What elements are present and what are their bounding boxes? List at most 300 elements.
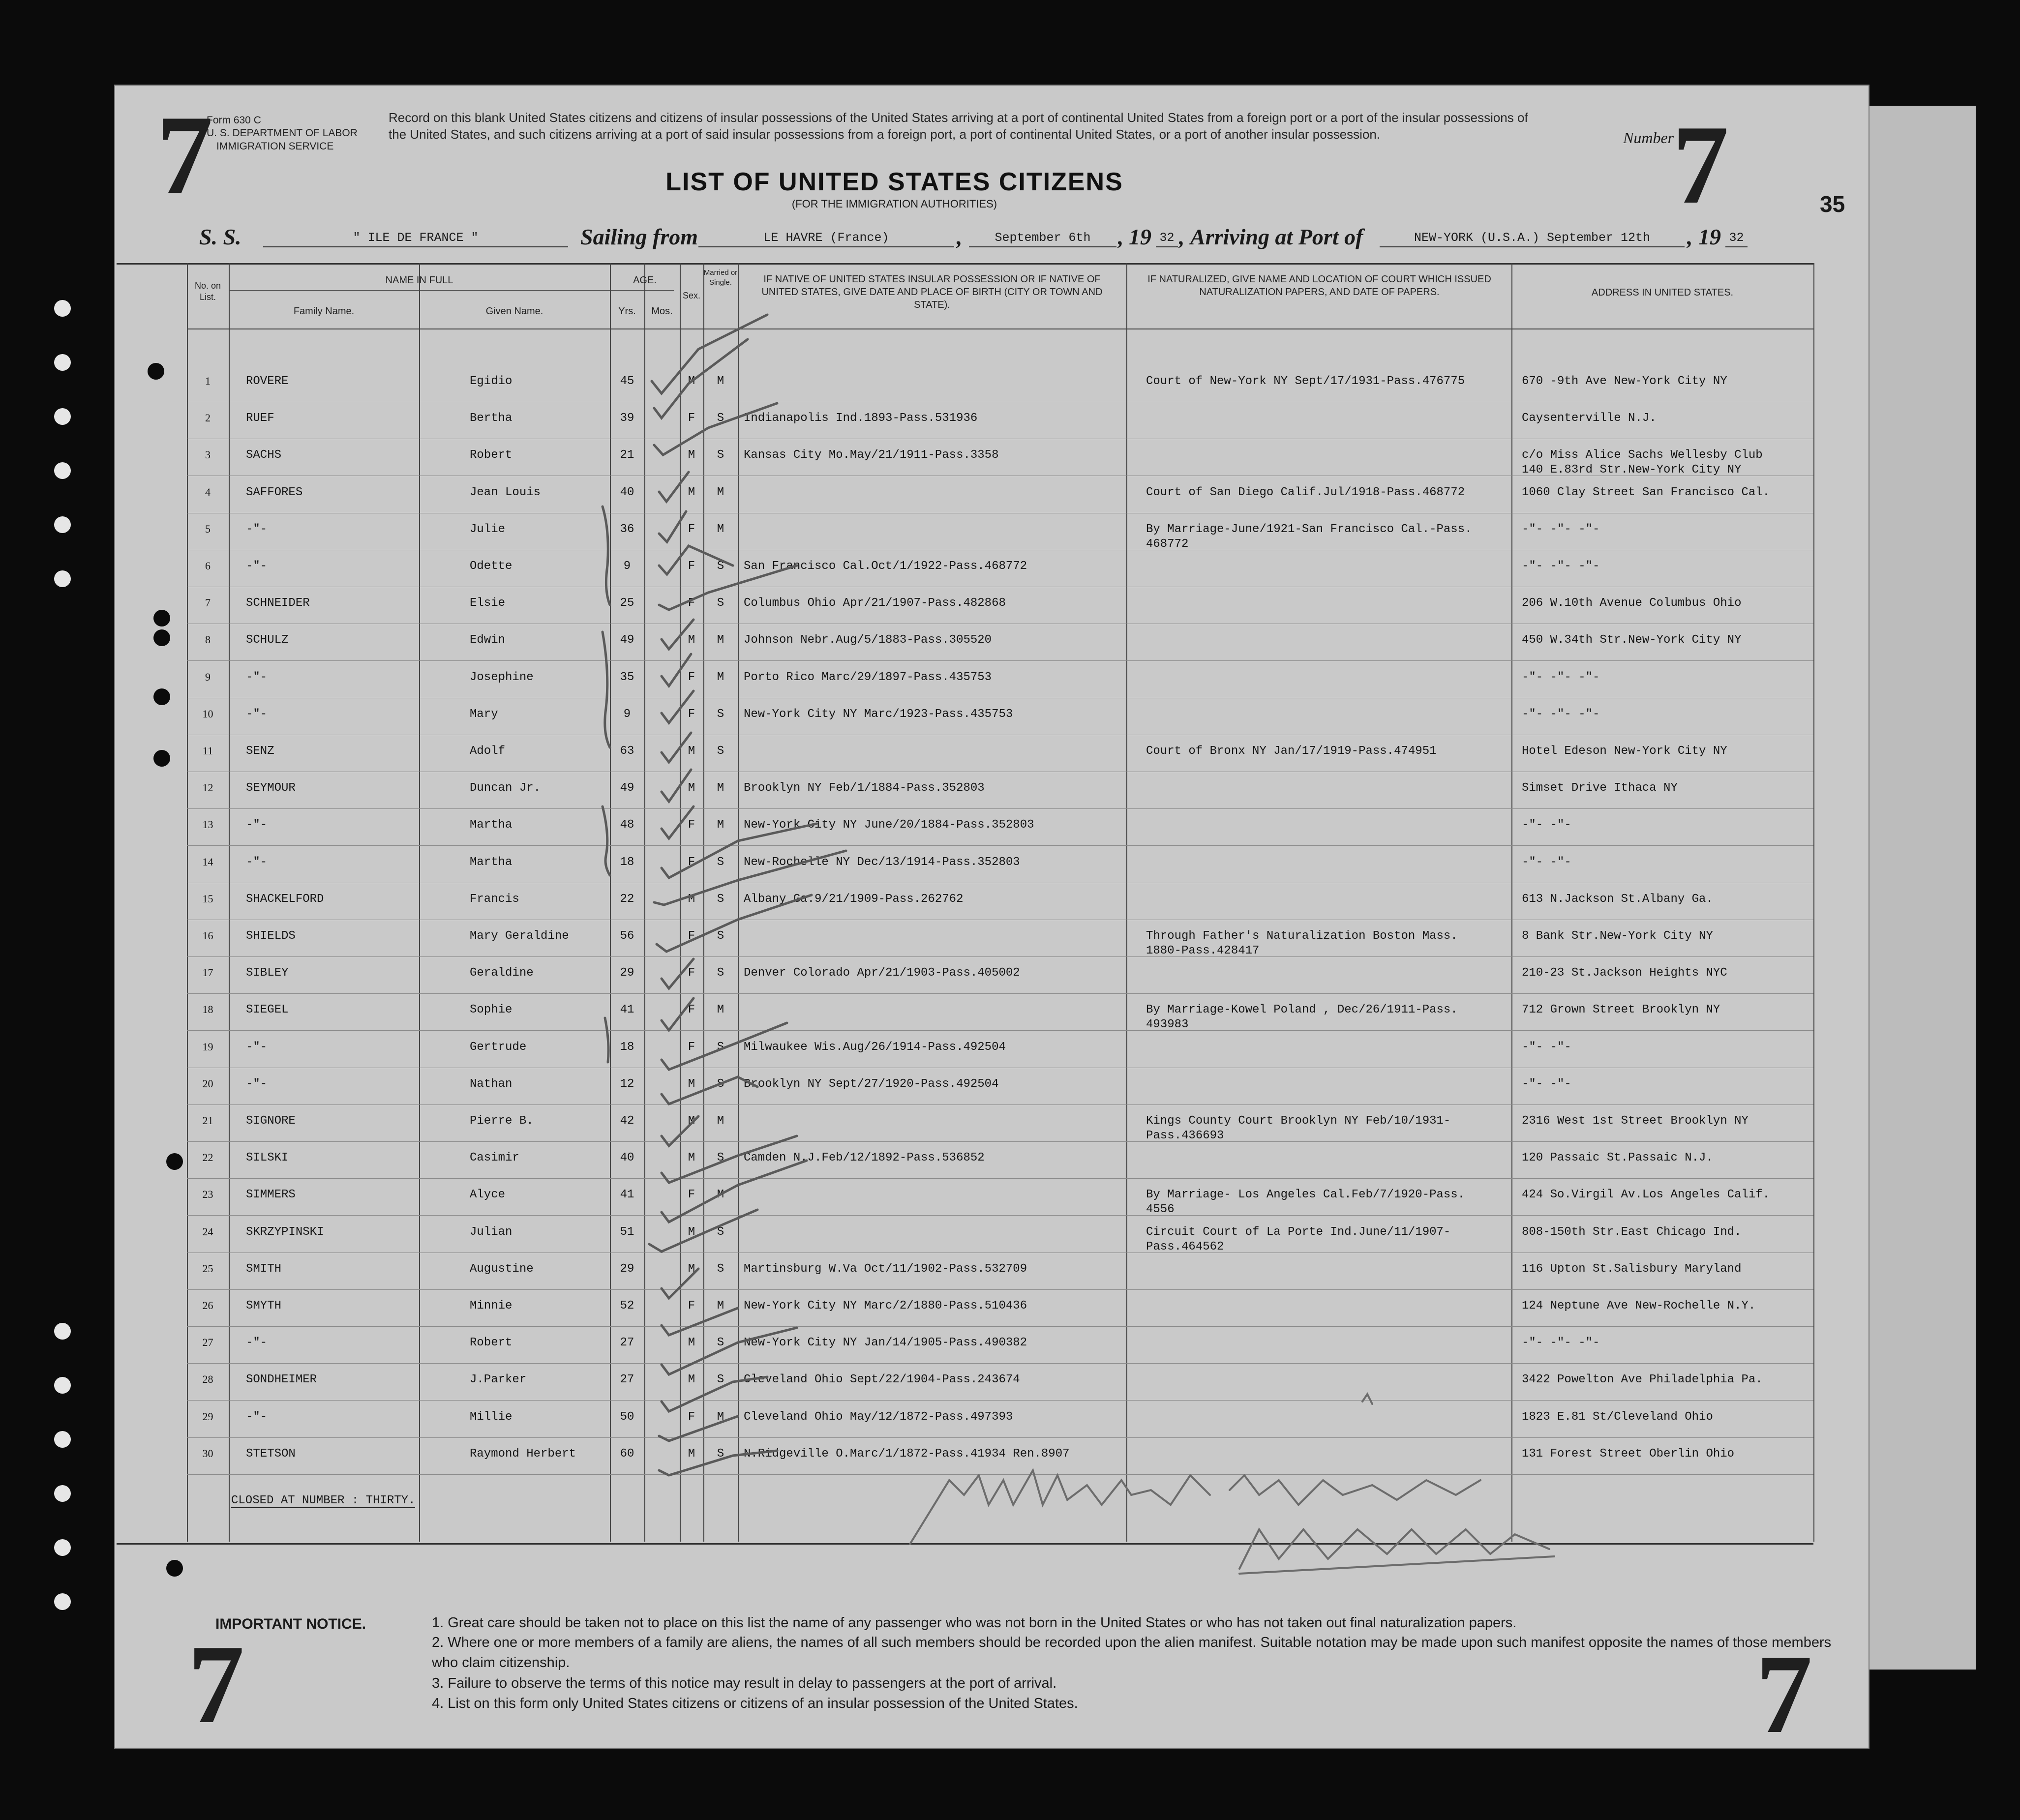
cell-no: 13	[202, 818, 213, 831]
cell-given: Augustine	[470, 1262, 534, 1276]
cell-nat: Court of Bronx NY Jan/17/1919-Pass.474951	[1146, 745, 1437, 758]
row-divider	[187, 1326, 1813, 1327]
cell-no: 16	[202, 929, 213, 942]
header-name-in-full: NAME IN FULL	[385, 275, 453, 286]
header-married: Married or Single.	[703, 269, 738, 287]
cell-sex: F	[688, 1003, 695, 1017]
cell-family: STETSON	[246, 1447, 296, 1461]
header-sex: Sex.	[682, 291, 701, 300]
header-divider	[229, 290, 674, 291]
cell-no: 19	[202, 1040, 213, 1053]
cell-birth: Brooklyn NY Sept/27/1920-Pass.492504	[744, 1077, 999, 1091]
cell-sex: F	[688, 670, 695, 684]
cell-sex: M	[688, 1151, 695, 1165]
cell-addr: -"- -"- -"-	[1522, 522, 1600, 536]
cell-no: 9	[205, 670, 211, 683]
notice-item: 4. List on this form only United States citizens or citizens of an insular possession of the United States.	[432, 1696, 1078, 1711]
punch-hole	[54, 1539, 71, 1556]
form-identifier	[207, 114, 358, 153]
cell-nat: Court of San Diego Calif.Jul/1918-Pass.468772	[1146, 485, 1465, 499]
row-divider	[187, 660, 1813, 661]
cell-ms: M	[717, 781, 724, 795]
header-naturalized: IF NATURALIZED, GIVE NAME AND LOCATION OF COURT WHICH ISSUED NATURALIZATION PAPERS, AND DATE OF PAPERS.	[1147, 274, 1491, 298]
column-divider	[1813, 263, 1814, 1542]
punch-hole	[54, 1323, 71, 1340]
cell-age: 22	[620, 892, 634, 906]
cell-birth: Indianapolis Ind.1893-Pass.531936	[744, 412, 978, 425]
cell-family: SILSKI	[246, 1151, 289, 1165]
cell-given: J.Parker	[470, 1373, 527, 1387]
column-divider	[644, 263, 645, 1542]
port-to: NEW-YORK (U.S.A.) September 12th	[1380, 231, 1685, 247]
cell-no: 2	[205, 412, 211, 424]
backing-sheet	[1868, 106, 1976, 1670]
sheet-number-bottom-right: 7	[1756, 1631, 1812, 1757]
cell-sex: M	[688, 1225, 695, 1239]
cell-sex: F	[688, 597, 695, 610]
cell-ms: M	[717, 522, 724, 536]
cell-age: 41	[620, 1003, 634, 1017]
cell-no: 12	[202, 781, 213, 794]
cell-sex: F	[688, 1040, 695, 1054]
cell-addr: 670 -9th Ave New-York City NY	[1522, 375, 1727, 388]
cell-age: 45	[620, 375, 634, 388]
cell-ms: S	[717, 1447, 724, 1461]
cell-sex: M	[688, 375, 695, 388]
cell-sex: F	[688, 522, 695, 536]
row-divider	[187, 1437, 1813, 1438]
cell-family: SIGNORE	[246, 1114, 296, 1128]
cell-ms: S	[717, 1151, 724, 1165]
cell-ms: S	[717, 707, 724, 721]
cell-addr: 712 Grown Street Brooklyn NY	[1522, 1003, 1720, 1017]
column-divider	[1126, 263, 1127, 1542]
cell-no: 4	[205, 485, 211, 498]
arriving-label: Arriving at Port of	[1190, 224, 1363, 249]
cell-ms: S	[717, 412, 724, 425]
cell-no: 18	[202, 1003, 213, 1016]
cell-addr: 613 N.Jackson St.Albany Ga.	[1522, 892, 1713, 906]
punch-hole	[54, 354, 71, 371]
cell-sex: F	[688, 1188, 695, 1202]
header-address: ADDRESS IN UNITED STATES.	[1591, 287, 1734, 298]
cell-age: 39	[620, 412, 634, 425]
cell-addr: c/o Miss Alice Sachs Wellesby Club	[1522, 448, 1763, 462]
cell-birth: New-York City NY Jan/14/1905-Pass.490382	[744, 1336, 1027, 1350]
notice-lead: IMPORTANT NOTICE.	[215, 1616, 366, 1632]
cell-birth: Brooklyn NY Feb/1/1884-Pass.352803	[744, 781, 985, 795]
cell-sex: F	[688, 412, 695, 425]
cell-birth: Denver Colorado Apr/21/1903-Pass.405002	[744, 966, 1020, 980]
cell-addr: 206 W.10th Avenue Columbus Ohio	[1522, 597, 1742, 610]
cell-given: Martha	[470, 818, 513, 832]
cell-addr: -"- -"- -"-	[1522, 1336, 1600, 1350]
cell-no: 15	[202, 892, 213, 905]
row-divider	[187, 1400, 1813, 1401]
cell-family: -"-	[246, 560, 268, 573]
cell-addr: 120 Passaic St.Passaic N.J.	[1522, 1151, 1713, 1165]
cell-given: Edwin	[470, 633, 506, 647]
cell-birth: Camden N.J.Feb/12/1892-Pass.536852	[744, 1151, 985, 1165]
cell-birth: New-York City NY June/20/1884-Pass.352803	[744, 818, 1034, 832]
cell-sex: F	[688, 966, 695, 980]
cell-ms: M	[717, 1410, 724, 1424]
cell-sex: F	[688, 560, 695, 573]
cell-family: SKRZYPINSKI	[246, 1225, 324, 1239]
cell-given: Julian	[470, 1225, 513, 1239]
cell-no: 5	[205, 522, 211, 535]
cell-family: SEYMOUR	[246, 781, 296, 795]
cell-sex: F	[688, 929, 695, 943]
cell-no: 11	[202, 745, 213, 757]
year-to: 32	[1725, 231, 1748, 247]
cell-ms: M	[717, 375, 724, 388]
cell-age: 25	[620, 597, 634, 610]
voyage-line: S. S. " ILE DE FRANCE " Sailing from LE HAVRE (France) , September 6th , 19 32 , Arriving at Port of NEW-YORK (U.S.A.) September 12th , 19 32	[199, 224, 1773, 253]
page-stamp: 35	[1820, 191, 1845, 217]
sheet-number-top-left: 7	[156, 92, 213, 217]
cell-given: Egidio	[470, 375, 513, 388]
department-label: U. S. DEPARTMENT OF LABOR	[207, 127, 358, 139]
row-divider	[187, 1215, 1813, 1216]
cell-age: 51	[620, 1225, 634, 1239]
cell-no: 30	[202, 1447, 213, 1460]
column-divider	[738, 263, 739, 1542]
cell-ms: S	[717, 448, 724, 462]
cell-nat: Through Father's Naturalization Boston Mass.	[1146, 929, 1458, 943]
cell-given: Geraldine	[470, 966, 534, 980]
cell-ms: S	[717, 1040, 724, 1054]
ship-name: " ILE DE FRANCE "	[263, 231, 568, 247]
cell-family: SIBLEY	[246, 966, 289, 980]
cell-family: SCHNEIDER	[246, 597, 310, 610]
cell-family: -"-	[246, 855, 268, 869]
cell-age: 60	[620, 1447, 634, 1461]
punch-hole	[54, 1431, 71, 1448]
cell-sex: M	[688, 745, 695, 758]
cell-age: 42	[620, 1114, 634, 1128]
cell-nat: By Marriage-Kowel Poland , Dec/26/1911-Pass.	[1146, 1003, 1458, 1017]
column-divider	[229, 263, 230, 1542]
cell-given: Millie	[470, 1410, 513, 1424]
sheet-number-top-right: 7	[1672, 102, 1729, 227]
cell-given: Mary	[470, 707, 498, 721]
punch-hole	[54, 1377, 71, 1394]
header-divider	[187, 328, 1813, 329]
cell-age: 63	[620, 745, 634, 758]
punch-hole	[54, 1485, 71, 1502]
cell-addr: -"- -"- -"-	[1522, 560, 1600, 573]
row-divider	[187, 956, 1813, 957]
header-yrs: Yrs.	[618, 306, 636, 317]
cell-nat: Circuit Court of La Porte Ind.June/11/1907-	[1146, 1225, 1451, 1239]
year-prefix-to: 19	[1698, 224, 1721, 249]
cell-ms: M	[717, 818, 724, 832]
cell-ms: M	[717, 1114, 724, 1128]
cell-no: 26	[202, 1299, 213, 1312]
cell-family: SMITH	[246, 1262, 282, 1276]
cell-sex: F	[688, 855, 695, 869]
cell-sex: M	[688, 633, 695, 647]
cell-no: 21	[202, 1114, 213, 1127]
cell-addr: Caysenterville N.J.	[1522, 412, 1657, 425]
cell-no: 7	[205, 597, 211, 609]
cell-family: -"-	[246, 1336, 268, 1350]
cell-ms: M	[717, 670, 724, 684]
cell-addr: 424 So.Virgil Av.Los Angeles Calif.	[1522, 1188, 1770, 1202]
header-age: AGE.	[633, 275, 657, 286]
cell-age: 27	[620, 1336, 634, 1350]
cell-nat: Court of New-York NY Sept/17/1931-Pass.476775	[1146, 375, 1465, 388]
cell-no: 20	[202, 1077, 213, 1090]
cell-sex: M	[688, 1336, 695, 1350]
row-divider	[187, 1030, 1813, 1031]
cell-birth: Cleveland Ohio Sept/22/1904-Pass.243674	[744, 1373, 1020, 1387]
cell-no: 10	[202, 707, 213, 720]
cell-ms: M	[717, 1003, 724, 1017]
cell-given: Nathan	[470, 1077, 513, 1091]
cell-ms: S	[717, 597, 724, 610]
cell-ms: M	[717, 1188, 724, 1202]
cell-given: Raymond Herbert	[470, 1447, 576, 1461]
form-preamble: Record on this blank United States citizens and citizens of insular possessions of the United States arriving at a port of continental United States from a foreign port or a port of the insular possessions of the United States, and such citizens arriving at a port of said insular possessions from a foreign port, a port of continental United States, or a port of another insular possession.	[389, 110, 1528, 142]
closing-note: CLOSED AT NUMBER : THIRTY.	[231, 1494, 416, 1507]
cell-family: SMYTH	[246, 1299, 282, 1313]
punch-hole	[54, 300, 71, 317]
cell-age: 56	[620, 929, 634, 943]
cell-addr: -"- -"- -"-	[1522, 670, 1600, 684]
cell-addr-continued: 140 E.83rd Str.New-York City NY	[1522, 463, 1742, 477]
header-given-name: Given Name.	[485, 306, 543, 317]
cell-addr: 450 W.34th Str.New-York City NY	[1522, 633, 1742, 647]
cell-birth: New-York City NY Marc/2/1880-Pass.510436	[744, 1299, 1027, 1313]
cell-sex: F	[688, 707, 695, 721]
cell-age: 40	[620, 485, 634, 499]
column-divider	[703, 263, 704, 1542]
cell-age: 29	[620, 966, 634, 980]
cell-ms: M	[717, 633, 724, 647]
cell-sex: M	[688, 1262, 695, 1276]
cell-no: 24	[202, 1225, 213, 1238]
cell-family: SIMMERS	[246, 1188, 296, 1202]
cell-addr: 2316 West 1st Street Brooklyn NY	[1522, 1114, 1749, 1128]
cell-family: SONDHEIMER	[246, 1373, 317, 1387]
cell-ms: S	[717, 1336, 724, 1350]
column-divider	[419, 263, 420, 1542]
ss-label: S. S.	[199, 224, 241, 249]
cell-family: SAFFORES	[246, 485, 303, 499]
cell-nat-continued: Pass.464562	[1146, 1240, 1224, 1253]
row-divider	[187, 993, 1813, 994]
year-from: 32	[1156, 231, 1178, 247]
cell-nat-continued: Pass.436693	[1146, 1129, 1224, 1142]
cell-family: -"-	[246, 1040, 268, 1054]
notice-item: 1. Great care should be taken not to place on this list the name of any passenger who was not born in the United States or who has not taken out final naturalization papers.	[432, 1615, 1517, 1631]
cell-given: Minnie	[470, 1299, 513, 1313]
cell-age: 18	[620, 1040, 634, 1054]
header-no-on-list: No. on List.	[194, 281, 221, 302]
cell-addr: 1823 E.81 St/Cleveland Ohio	[1522, 1410, 1713, 1424]
cell-addr: 210-23 St.Jackson Heights NYC	[1522, 966, 1727, 980]
cell-no: 17	[202, 966, 213, 979]
cell-addr: -"- -"-	[1522, 1040, 1571, 1054]
cell-given: Mary Geraldine	[470, 929, 569, 943]
cell-no: 1	[205, 375, 211, 387]
cell-addr: -"- -"-	[1522, 855, 1571, 869]
cell-no: 25	[202, 1262, 213, 1275]
cell-no: 6	[205, 560, 211, 572]
cell-nat: By Marriage- Los Angeles Cal.Feb/7/1920-Pass.	[1146, 1188, 1465, 1202]
cell-ms: S	[717, 855, 724, 869]
cell-addr: 116 Upton St.Salisbury Maryland	[1522, 1262, 1742, 1276]
cell-family: SCHULZ	[246, 633, 289, 647]
cell-sex: M	[688, 892, 695, 906]
notice-item: 3. Failure to observe the terms of this notice may result in delay to passengers at the port of arrival.	[432, 1675, 1057, 1691]
cell-sex: M	[688, 1114, 695, 1128]
cell-family: SENZ	[246, 745, 274, 758]
cell-ms: S	[717, 929, 724, 943]
cell-age: 41	[620, 1188, 634, 1202]
cell-age: 29	[620, 1262, 634, 1276]
row-divider	[187, 1474, 1813, 1475]
cell-addr: 124 Neptune Ave New-Rochelle N.Y.	[1522, 1299, 1756, 1313]
row-divider	[187, 1289, 1813, 1290]
cell-no: 28	[202, 1373, 213, 1386]
cell-sex: M	[688, 781, 695, 795]
cell-birth: New-Rochelle NY Dec/13/1914-Pass.352803	[744, 855, 1020, 869]
row-divider	[187, 1141, 1813, 1142]
cell-birth: Columbus Ohio Apr/21/1907-Pass.482868	[744, 597, 1006, 610]
cell-family: SIEGEL	[246, 1003, 289, 1017]
cell-birth: N.Ridgeville O.Marc/1/1872-Pass.41934 Ren.8907	[744, 1447, 1070, 1461]
cell-sex: M	[688, 485, 695, 499]
row-divider	[187, 845, 1813, 846]
cell-given: Martha	[470, 855, 513, 869]
cell-ms: S	[717, 1077, 724, 1091]
header-mos: Mos.	[651, 306, 673, 317]
cell-nat: By Marriage-June/1921-San Francisco Cal.-Pass.	[1146, 522, 1472, 536]
cell-given: Pierre B.	[470, 1114, 534, 1128]
date-from: September 6th	[969, 231, 1116, 247]
cell-family: -"-	[246, 1077, 268, 1091]
cell-family: -"-	[246, 1410, 268, 1424]
cell-age: 21	[620, 448, 634, 462]
punch-hole	[54, 408, 71, 425]
cell-age: 27	[620, 1373, 634, 1387]
header-family-name: Family Name.	[293, 306, 355, 317]
cell-birth: Porto Rico Marc/29/1897-Pass.435753	[744, 670, 992, 684]
column-divider	[187, 263, 188, 1542]
cell-birth: Martinsburg W.Va Oct/11/1902-Pass.532709	[744, 1262, 1027, 1276]
cell-ms: S	[717, 745, 724, 758]
cell-ms: M	[717, 1299, 724, 1313]
row-divider	[187, 1178, 1813, 1179]
row-divider	[187, 808, 1813, 809]
cell-family: -"-	[246, 818, 268, 832]
punch-hole	[54, 1593, 71, 1610]
cell-age: 12	[620, 1077, 634, 1091]
form-number: Form 630 C	[207, 115, 261, 126]
cell-family: -"-	[246, 707, 268, 721]
cell-age: 36	[620, 522, 634, 536]
cell-given: Alyce	[470, 1188, 506, 1202]
page-subtitle: (FOR THE IMMIGRATION AUTHORITIES)	[791, 198, 997, 210]
number-label: Number	[1623, 129, 1674, 147]
cell-family: ROVERE	[246, 375, 289, 388]
cell-ms: S	[717, 560, 724, 573]
cell-addr: -"- -"-	[1522, 818, 1571, 832]
cell-addr: -"- -"-	[1522, 1077, 1571, 1091]
cell-nat-continued: 1880-Pass.428417	[1146, 944, 1260, 957]
cell-birth: Kansas City Mo.May/21/1911-Pass.3358	[744, 448, 999, 462]
row-divider	[187, 1104, 1813, 1105]
punch-hole	[54, 462, 71, 479]
cell-birth: Cleveland Ohio May/12/1872-Pass.497393	[744, 1410, 1013, 1424]
cell-ms: S	[717, 966, 724, 980]
cell-family: SHACKELFORD	[246, 892, 324, 906]
cell-age: 9	[623, 707, 631, 721]
cell-no: 8	[205, 633, 211, 646]
cell-family: SHIELDS	[246, 929, 296, 943]
cell-given: Julie	[470, 522, 506, 536]
cell-given: Duncan Jr.	[470, 781, 541, 795]
column-divider	[1511, 263, 1512, 1542]
punch-hole	[166, 1560, 183, 1577]
cell-addr: Hotel Edeson New-York City NY	[1522, 745, 1727, 758]
cell-given: Casimir	[470, 1151, 519, 1165]
cell-age: 9	[623, 560, 631, 573]
port-from: LE HAVRE (France)	[698, 231, 954, 247]
cell-family: -"-	[246, 670, 268, 684]
cell-no: 14	[202, 855, 213, 868]
cell-family: -"-	[246, 522, 268, 536]
cell-sex: F	[688, 1299, 695, 1313]
cell-no: 29	[202, 1410, 213, 1423]
cell-ms: S	[717, 1373, 724, 1387]
cell-age: 50	[620, 1410, 634, 1424]
cell-age: 35	[620, 670, 634, 684]
cell-ms: M	[717, 485, 724, 499]
cell-age: 48	[620, 818, 634, 832]
cell-no: 27	[202, 1336, 213, 1349]
cell-sex: M	[688, 448, 695, 462]
notice-item: 2. Where one or more members of a family are aliens, the names of all such members should be recorded upon the alien manifest. Suitable notation may be made upon such manifest opposite the names of those members who claim citizenship.	[432, 1635, 1832, 1671]
punch-hole	[54, 570, 71, 587]
cell-given: Bertha	[470, 412, 513, 425]
page-title: LIST OF UNITED STATES CITIZENS	[665, 168, 1123, 196]
cell-birth: Albany Ga.9/21/1909-Pass.262762	[744, 892, 964, 906]
cell-age: 52	[620, 1299, 634, 1313]
cell-addr: 8 Bank Str.New-York City NY	[1522, 929, 1713, 943]
cell-given: Jean Louis	[470, 485, 541, 499]
cell-sex: M	[688, 1447, 695, 1461]
header-birth: IF NATIVE OF UNITED STATES INSULAR POSSESSION OR IF NATIVE OF UNITED STATES, GIVE DATE AND PLACE OF BIRTH (CITY OR TOWN AND STATE).	[761, 274, 1103, 310]
cell-family: RUEF	[246, 412, 274, 425]
cell-addr: 808-150th Str.East Chicago Ind.	[1522, 1225, 1742, 1239]
service-label: IMMIGRATION SERVICE	[216, 140, 334, 152]
cell-no: 3	[205, 448, 211, 461]
cell-age: 18	[620, 855, 634, 869]
cell-sex: M	[688, 1077, 695, 1091]
cell-given: Josephine	[470, 670, 534, 684]
sailing-label: Sailing from	[580, 224, 698, 249]
cell-sex: M	[688, 1373, 695, 1387]
cell-given: Robert	[470, 448, 513, 462]
cell-nat-continued: 468772	[1146, 537, 1189, 551]
cell-sex: F	[688, 818, 695, 832]
column-divider	[610, 263, 611, 1542]
punch-hole	[54, 516, 71, 533]
